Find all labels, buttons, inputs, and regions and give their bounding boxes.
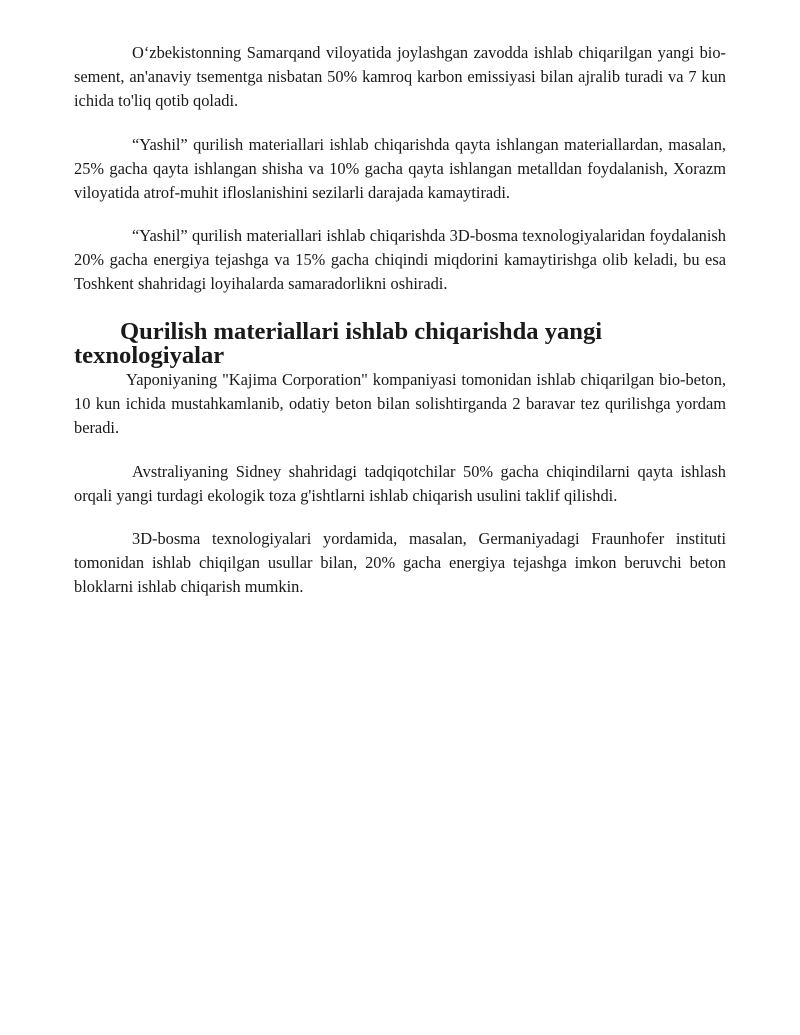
paragraph-fraunhofer-blocks: 3D-bosma texnologiyalari yordamida, masalan, Germaniyadagi Fraunhofer instituti tomonidan ishlab chiqilgan usullar bilan, 20% gacha energiya tejashga imkon beruvchi beton bloklarni ishlab chiqarish mumkin. <box>74 529 726 596</box>
paragraph-samarqand-bio-cement: O‘zbekistonning Samarqand viloyatida joylashgan zavodda ishlab chiqarilgan yangi bio-sement, an'anaviy tsementga nisbatan 50% kamroq karbon emissiyasi bilan ajralib turadi va 7 kun ichida to'liq qotib qoladi. <box>74 43 726 110</box>
paragraph-recycled-materials: “Yashil” qurilish materiallari ishlab chiqarishda qayta ishlangan materiallardan, masalan, 25% gacha qayta ishlangan shisha va 10% gacha qayta ishlangan metalldan foydalanish, Xorazm viloyatida atrof-muhit ifloslanishini sezilarli darajada kamaytiradi. <box>74 135 726 202</box>
document-page <box>74 41 726 599</box>
paragraph-3d-printing-tashkent: “Yashil” qurilish materiallari ishlab chiqarishda 3D-bosma texnologiyalaridan foydalanish 20% gacha energiya tejashga va 15% gacha chiqindi miqdorini kamaytirishga olib keladi, bu esa Toshkent shahridagi loyihalarda samaradorlikni oshiradi. <box>74 226 726 293</box>
paragraph-kajima-bio-concrete: Yaponiyaning "Kajima Corporation" kompaniyasi tomonidan ishlab chiqarilgan bio-beton, 10 kun ichida mustahkamlanib, odatiy beton bilan solishtirganda 2 baravar tez qurilishga yordam beradi. <box>74 370 726 437</box>
section-heading: Qurilish materiallari ishlab chiqarishda yangi texnologiyalar <box>74 318 603 369</box>
paragraph-sydney-bricks: Avstraliyaning Sidney shahridagi tadqiqotchilar 50% gacha chiqindilarni qayta ishlash orqali yangi turdagi ekologik toza g'ishtlarni ishlab chiqarish usulini taklif qilishdi. <box>74 462 726 505</box>
